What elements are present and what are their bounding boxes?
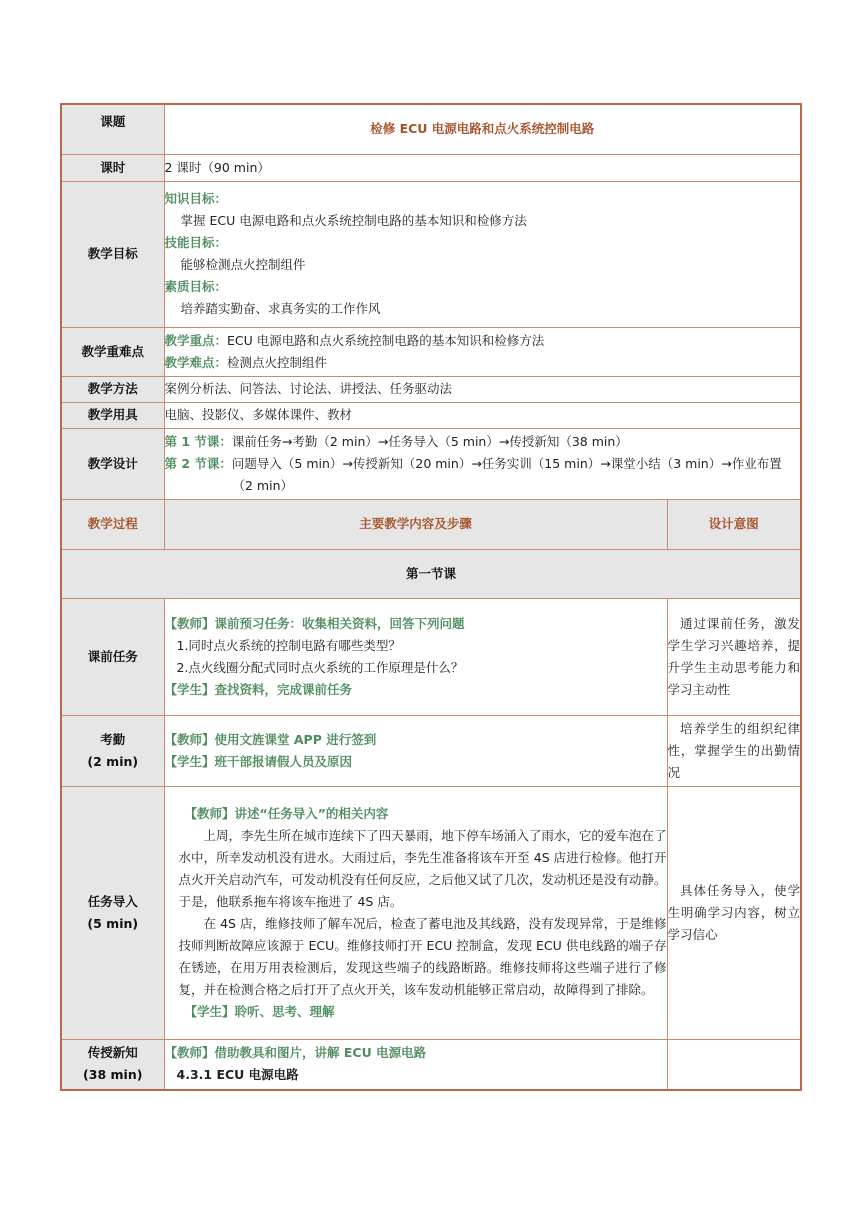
key-points-content — [164, 327, 801, 376]
new-knowledge-label-cell — [61, 1039, 164, 1090]
topic-title: 检修 ECU 电源电路和点火系统控制电路 — [164, 104, 801, 154]
new-knowledge-teacher: 【教师】借助教具和图片，讲解 ECU 电源电路 — [164, 1045, 427, 1061]
quality-objective-text: 培养踏实勤奋、求真务实的工作作风 — [180, 301, 381, 316]
header-content: 主要教学内容及步骤 — [164, 499, 667, 549]
attendance-label: 考勤 — [100, 731, 126, 747]
hours-label: 课时 — [61, 154, 164, 181]
difficulty-label: 教学难点： — [164, 354, 228, 370]
attendance-student: 【学生】班干部报请假人员及原因 — [164, 753, 353, 769]
task-intro-teacher: 【教师】讲述“任务导入”的相关内容 — [184, 805, 389, 821]
quality-objective-label: 素质目标： — [164, 279, 228, 294]
pre-task-intent: 通过课前任务，激发学生学习兴趣培养，提升学生主动思考能力和学习主动性 — [667, 598, 801, 715]
task-intro-label: 任务导入 — [87, 893, 138, 909]
task-intro-label-cell — [61, 786, 164, 1039]
pre-task-teacher: 【教师】课前预习任务：收集相关资料，回答下列问题 — [164, 615, 465, 631]
pre-task-question-2: 2.点火线圈分配式同时点火系统的工作原理是什么？ — [176, 659, 464, 675]
skill-objective-label: 技能目标： — [164, 235, 228, 250]
difficulty-text: 检测点火控制组件 — [227, 354, 328, 370]
attendance-teacher: 【教师】使用文旌课堂 APP 进行签到 — [164, 731, 377, 747]
attendance-time: (2 min) — [87, 753, 139, 769]
lesson1-label: 第 1 节课： — [164, 433, 232, 449]
key-points-label: 教学重难点 — [61, 327, 164, 376]
lesson2-text: 问题导入（5 min）→传授新知（20 min）→任务实训（15 min）→课堂小结（3 min）→作业布置（2 min） — [231, 455, 782, 493]
attendance-intent: 培养学生的组织纪律性，掌握学生的出勤情况 — [667, 715, 801, 786]
hours-value: 2 课时（90 min） — [164, 154, 801, 181]
pre-task-label: 课前任务 — [61, 598, 164, 715]
knowledge-objective-label: 知识目标： — [164, 191, 228, 206]
header-intent: 设计意图 — [667, 499, 801, 549]
design-content — [164, 428, 801, 499]
header-process: 教学过程 — [61, 499, 164, 549]
tools-text: 电脑、投影仪、多媒体课件、教材 — [164, 402, 801, 428]
new-knowledge-intent — [667, 1039, 801, 1090]
new-knowledge-subsection: 4.3.1 ECU 电源电路 — [176, 1067, 299, 1083]
lesson1-text: 课前任务→考勤（2 min）→任务导入（5 min）→传授新知（38 min） — [231, 433, 628, 449]
design-label: 教学设计 — [61, 428, 164, 499]
task-intro-paragraph-2: 在 4S 店，维修技师了解车况后，检查了蓄电池及其线路，没有发现异常，于是维修技师判断故障应该源于 ECU。维修技师打开 ECU 控制盒，发现 ECU 供电线路的端子存在锈迹，在用万用表检测后，发现这些端子的线路断路。维修技师将这些端子进行了修复，并在检测合格之后打开了点火开关，该车发动机能够正常启动，故障得到了排除。 — [178, 915, 667, 997]
pre-task-question-1: 1.同时点火系统的控制电路有哪些类型？ — [176, 637, 401, 653]
skill-objective-text: 能够检测点火控制组件 — [180, 257, 306, 272]
attendance-label-cell — [61, 715, 164, 786]
pre-task-content — [164, 598, 667, 715]
task-intro-paragraph-1: 上周，李先生所在城市连续下了四天暴雨，地下停车场涌入了雨水，它的爱车泡在了水中，所幸发动机没有进水。大雨过后，李先生准备将该车开至 4S 店进行检修。他打开点火开关启动汽车，可发动机没有任何反应，之后他又试了几次，发动机还是没有动静。于是，他联系拖车将该车拖进了 4S 店。 — [178, 827, 667, 909]
methods-text: 案例分析法、问答法、讨论法、讲授法、任务驱动法 — [164, 376, 801, 402]
pre-task-student: 【学生】查找资料，完成课前任务 — [164, 681, 353, 697]
objectives-label: 教学目标 — [61, 181, 164, 327]
lesson-plan-table — [60, 103, 802, 1091]
new-knowledge-time: (38 min) — [83, 1067, 143, 1083]
objectives-content — [164, 181, 801, 327]
task-intro-time: (5 min) — [87, 915, 139, 931]
section-title: 第一节课 — [61, 549, 801, 598]
knowledge-objective-text: 掌握 ECU 电源电路和点火系统控制电路的基本知识和检修方法 — [180, 213, 527, 228]
task-intro-student: 【学生】聆听、思考、理解 — [184, 1003, 335, 1019]
new-knowledge-content — [164, 1039, 667, 1090]
lesson2-label: 第 2 节课： — [164, 455, 232, 471]
attendance-content — [164, 715, 667, 786]
methods-label: 教学方法 — [61, 376, 164, 402]
tools-label: 教学用具 — [61, 402, 164, 428]
task-intro-content — [164, 786, 667, 1039]
focus-text: ECU 电源电路和点火系统控制电路的基本知识和检修方法 — [227, 332, 545, 348]
topic-label: 课题 — [61, 104, 164, 154]
task-intro-intent: 具体任务导入，使学生明确学习内容，树立学习信心 — [667, 786, 801, 1039]
focus-label: 教学重点： — [164, 332, 228, 348]
new-knowledge-label: 传授新知 — [87, 1045, 138, 1061]
